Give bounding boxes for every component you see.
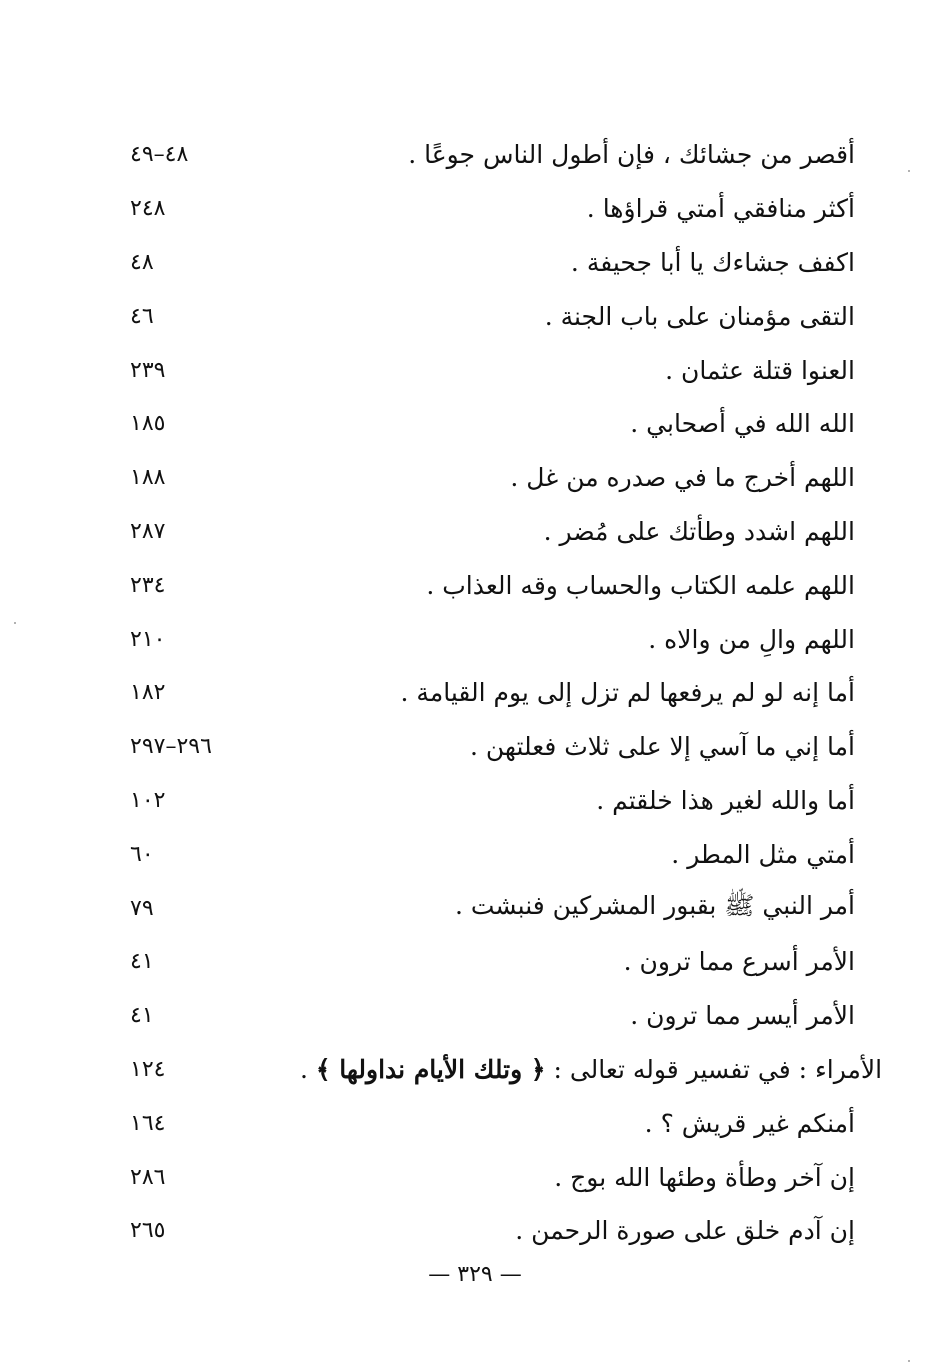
entry-page-number: ١٨٢ [130, 680, 166, 706]
index-entry [120, 128, 855, 182]
entry-text-lead: الأمراء : في تفسير قوله تعالى : [553, 1054, 883, 1084]
entry-page-number: ٧٩ [130, 895, 154, 921]
scan-speck [908, 170, 910, 172]
entry-text: أكثر منافقي أمتي قراؤها . [586, 194, 855, 224]
entry-page-number: ٢٨٧ [130, 518, 166, 544]
entry-page-number: ٤١ [130, 949, 154, 975]
index-entry [120, 1150, 855, 1204]
index-entry [120, 989, 855, 1043]
quran-verse: ﴿ وتلك الأيام نداولها ﴾ [315, 1054, 546, 1084]
entry-page-number: ٢١٠ [130, 626, 166, 652]
index-entry [120, 774, 855, 828]
entry-text: العنوا قتلة عثمان . [665, 355, 855, 385]
entry-page-number: ٤٨ [130, 249, 154, 275]
entry-text: الأمر أسرع مما ترون . [623, 947, 855, 977]
entry-text: أمنكم غير قريش ؟ . [644, 1108, 855, 1138]
entry-text: اللهم علمه الكتاب والحساب وقه العذاب . [426, 570, 855, 600]
index-entry [120, 827, 855, 881]
entry-page-number: ١٢٤ [130, 1056, 166, 1082]
entry-text: أما إني ما آسي إلا على ثلاث فعلتهن . [470, 732, 855, 762]
entry-text: إن آدم خلق على صورة الرحمن . [515, 1216, 855, 1246]
entry-text: اللهم أخرج ما في صدره من غل . [510, 463, 855, 493]
index-entry [120, 881, 855, 935]
hadith-index-list [120, 128, 883, 1258]
entry-text: أما إنه لو لم يرفعها لم تزل إلى يوم القيامة . [400, 678, 855, 708]
entry-text: الله الله في أصحابي . [630, 409, 855, 439]
index-entry [120, 182, 855, 236]
entry-page-number: ٢٣٤ [130, 572, 166, 598]
entry-text: أقصر من جشائك ، فإن أطول الناس جوعًا . [408, 140, 855, 170]
entry-page-number: ٤٨–٤٩ [130, 142, 189, 168]
index-entry [120, 289, 855, 343]
entry-page-number: ٤١ [130, 1003, 154, 1029]
index-entry [120, 397, 855, 451]
entry-text: أمر النبي ﷺ بقبور المشركين فنبشت . [454, 890, 855, 920]
entry-page-number: ٢٣٩ [130, 357, 166, 383]
entry-page-number: ٤٦ [130, 303, 154, 329]
entry-page-number: ٢٦٥ [130, 1218, 166, 1244]
entry-page-number: ٢٨٦ [130, 1164, 166, 1190]
index-entry [120, 236, 855, 290]
entry-page-number: ٢٤٨ [130, 196, 166, 222]
entry-text: إن آخر وطأة وطئها الله بوج . [554, 1162, 855, 1192]
entry-text: أمتي مثل المطر . [671, 839, 855, 869]
scan-speck [908, 1360, 910, 1362]
index-entry [120, 612, 855, 666]
entry-page-number: ١٨٥ [130, 411, 166, 437]
index-entry [120, 1096, 855, 1150]
index-entry [120, 666, 855, 720]
entry-page-number: ١٨٨ [130, 465, 166, 491]
index-entry [120, 343, 855, 397]
entry-text: التقى مؤمنان على باب الجنة . [544, 301, 855, 331]
entry-text: اللهم اشدد وطأتك على مُضر . [543, 516, 855, 546]
index-entry [120, 1204, 855, 1258]
index-entry [120, 505, 855, 559]
index-entry [120, 720, 855, 774]
index-entry [120, 451, 855, 505]
entry-text: أما والله لغير هذا خلقتم . [596, 785, 855, 815]
entry-page-number: ٢٩٦–٢٩٧ [130, 734, 212, 760]
entry-text: اللهم والِ من والاه . [648, 624, 855, 654]
entry-text: اكفف جشاءك يا أبا جحيفة . [570, 247, 855, 277]
index-entry [120, 558, 855, 612]
entry-page-number: ٦٠ [130, 841, 154, 867]
entry-text-with-quran-verse [280, 1055, 882, 1084]
index-entry [120, 1043, 883, 1097]
entry-text-end: . [300, 1054, 316, 1084]
scan-speck [14, 622, 16, 624]
entry-page-number: ١٦٤ [130, 1110, 166, 1136]
entry-page-number: ١٠٢ [130, 787, 166, 813]
entry-text: الأمر أيسر مما ترون . [630, 1001, 855, 1031]
page-folio-number: — ٣٢٩ — [428, 1262, 522, 1287]
index-entry [120, 935, 855, 989]
